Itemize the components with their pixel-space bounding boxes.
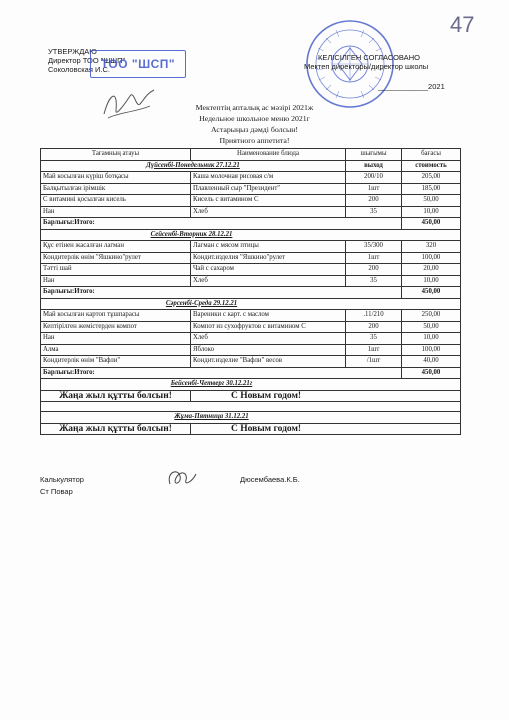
dish-kz: Нан [41, 275, 191, 287]
approval-right-title: КЕЛІСІЛГЕН СОГЛАСОВАНО [318, 53, 420, 62]
greeting-kz: Астарыңыз дәмді болсын! [210, 125, 298, 134]
page-number: 47 [450, 12, 475, 37]
table-row [41, 206, 461, 218]
signature-footer-icon [164, 466, 200, 490]
footer-chef: Ст Повар [40, 487, 73, 496]
dish-yield: .11/210 [346, 310, 402, 322]
dish-kz: Құс етінен жасалған лагман [41, 241, 191, 253]
approval-right-date: ____________2021 [378, 82, 445, 91]
dish-ru: Кисель с витамином С [191, 195, 346, 207]
table-row [41, 264, 461, 276]
dish-yield: 200 [346, 195, 402, 207]
dish-yield: 200 [346, 264, 402, 276]
weekly-menu-table [40, 148, 461, 435]
day-row-thursday [41, 379, 461, 391]
dish-ru: Яблоко [191, 344, 346, 356]
total-value: 450,00 [402, 287, 461, 299]
dish-yield: 200 [346, 321, 402, 333]
holiday-row [41, 390, 461, 402]
dish-price: 40,00 [402, 356, 461, 368]
total-value: 450,00 [402, 367, 461, 379]
table-row [41, 275, 461, 287]
empty-row [41, 402, 461, 412]
title-ru: Недельное школьное меню 2021г [199, 114, 310, 123]
day-name: Жұма-Пятница 31.12.21 [41, 412, 461, 424]
dish-yield: /1шт [346, 356, 402, 368]
dish-price: 100,00 [402, 252, 461, 264]
dish-yield: 1шт [346, 344, 402, 356]
menu-titles [0, 102, 509, 146]
dish-ru: Лагман с мясом птицы [191, 241, 346, 253]
total-row [41, 287, 461, 299]
approval-left-name: Соколовская И.С. [48, 65, 110, 74]
dish-price: 320 [402, 241, 461, 253]
dish-ru: Компот из сухофруктов с витамином С [191, 321, 346, 333]
dish-kz: Май косылған күріш ботқасы [41, 172, 191, 184]
day-name: Сәрсенбі-Среда 29.12.21 [41, 298, 461, 310]
holiday-greeting-ru: С Новым годом! [191, 390, 461, 402]
total-label: Барлығы:Итого: [41, 287, 402, 299]
dish-price: 100,00 [402, 344, 461, 356]
holiday-greeting-ru: С Новым годом! [191, 423, 461, 435]
dish-price: 205,00 [402, 172, 461, 184]
dish-kz: С витамині қосылған кисель [41, 195, 191, 207]
dish-kz: Кондитерлік өнім "Яшкино"рулет [41, 252, 191, 264]
dish-price: 20,00 [402, 264, 461, 276]
dish-ru: Хлеб [191, 206, 346, 218]
header-price-kz: бағасы [402, 149, 461, 161]
dish-yield: 35 [346, 206, 402, 218]
dish-ru: Плавленный сыр "Президент" [191, 183, 346, 195]
dish-kz: Кептірілген жемістерден компот [41, 321, 191, 333]
header-yield-kz: шығымы [346, 149, 402, 161]
dish-price: 50,00 [402, 321, 461, 333]
table-row [41, 172, 461, 184]
dish-yield: 200/10 [346, 172, 402, 184]
dish-price: 50,00 [402, 195, 461, 207]
dish-kz: Кондитерлік өнім "Вафли" [41, 356, 191, 368]
dish-ru: Кондит.изделие "Вафли" весов [191, 356, 346, 368]
dish-ru: Хлеб [191, 333, 346, 345]
day-row-friday [41, 412, 461, 424]
header-yield-ru: выход [346, 160, 402, 172]
dish-price: 250,00 [402, 310, 461, 322]
header-price-ru: стоимость [402, 160, 461, 172]
dish-price: 10,00 [402, 333, 461, 345]
table-header-row [41, 149, 461, 161]
header-name-ru: Наименование блюда [191, 149, 346, 161]
table-row [41, 241, 461, 253]
dish-yield: 35 [346, 333, 402, 345]
dish-yield: 1шт [346, 183, 402, 195]
day-name: Бейсенбі-Четверг 30.12.21г [41, 379, 461, 391]
approval-right [300, 53, 445, 91]
approval-right-role: Мектеп директоры/директор школы [304, 62, 429, 71]
dish-price: 185,00 [402, 183, 461, 195]
dish-kz: Балқытылған ірімшік [41, 183, 191, 195]
dish-ru: Чай с сахаром [191, 264, 346, 276]
day-name: Дүйсенбі-Понедельник 27.12.21 [41, 160, 346, 172]
table-row [41, 333, 461, 345]
day-name: Сейсенбі-Вторник 28.12.21 [41, 229, 461, 241]
dish-kz: Тәтті шай [41, 264, 191, 276]
footer-calculator: Калькулятор [40, 475, 84, 484]
dish-ru: Вареники с карт. с маслом [191, 310, 346, 322]
day-row-tuesday [41, 229, 461, 241]
total-label: Барлығы:Итого: [41, 218, 402, 230]
greeting-ru: Приятного аппетита! [219, 136, 290, 145]
approval-left-title: УТВЕРЖДАЮ [48, 47, 97, 56]
table-row [41, 310, 461, 322]
dish-price: 10,00 [402, 275, 461, 287]
dish-yield: 1шт [346, 252, 402, 264]
day-row-monday [41, 160, 461, 172]
total-row [41, 367, 461, 379]
dish-ru: Кондит.изделия "Яшкино"рулет [191, 252, 346, 264]
company-stamp-text: ТОО "ШСП" [100, 57, 176, 71]
holiday-greeting-kz: Жаңа жыл құтты болсын! [41, 390, 191, 402]
footer-roles [40, 474, 84, 498]
approval-left-role: Директор ТОО "ШШП" [48, 56, 126, 65]
dish-yield: 35/300 [346, 241, 402, 253]
table-row [41, 344, 461, 356]
dish-kz: Алма [41, 344, 191, 356]
total-value: 450,00 [402, 218, 461, 230]
title-kz: Мектептің апталық ас мәзірі 2021ж [195, 103, 314, 112]
table-row [41, 356, 461, 368]
dish-kz: Май косылған картоп тұшпарасы [41, 310, 191, 322]
day-row-wednesday [41, 298, 461, 310]
table-row [41, 195, 461, 207]
holiday-row [41, 423, 461, 435]
table-row [41, 252, 461, 264]
holiday-greeting-kz: Жаңа жыл құтты болсын! [41, 423, 191, 435]
dish-kz: Нан [41, 206, 191, 218]
dish-kz: Нан [41, 333, 191, 345]
footer-name: Дюсембаева.К.Б. [240, 475, 300, 484]
dish-ru: Хлеб [191, 275, 346, 287]
table-row [41, 183, 461, 195]
company-stamp [90, 50, 186, 78]
total-row [41, 218, 461, 230]
dish-price: 10,00 [402, 206, 461, 218]
dish-ru: Каша молочная рисовая с/м [191, 172, 346, 184]
table-row [41, 321, 461, 333]
total-label: Барлығы:Итого: [41, 367, 402, 379]
header-name-kz: Тағамның атауы [41, 149, 191, 161]
dish-yield: 35 [346, 275, 402, 287]
